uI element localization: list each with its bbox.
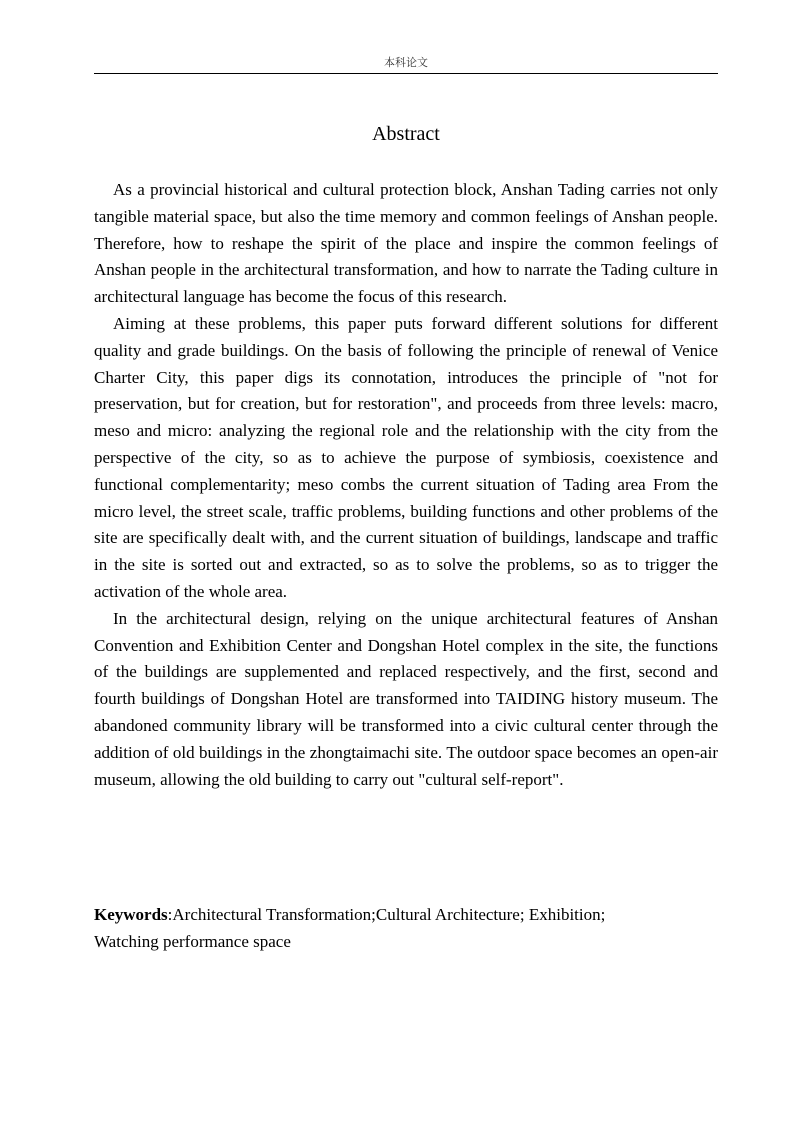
keywords-text-line-2: Watching performance space xyxy=(94,931,291,951)
abstract-body xyxy=(94,177,718,793)
header-rule xyxy=(94,73,718,74)
abstract-paragraph-2: Aiming at these problems, this paper puts forward different solutions for different quality and grade buildings. On the basis of following the principle of renewal of Venice Charter City, this paper digs its connotation, introduces the principle of "not for preservation, but for creation, but for restoration", and proceeds from three levels: macro, meso and micro: analyzing the regional role and the relationship with the city from the perspective of the city, so as to achieve the purpose of symbiosis, coexistence and functional complementarity; meso combs the current situation of Tading area From the micro level, the street scale, traffic problems, building functions and other problems of the site are specifically dealt with, and the current situation of buildings, landscape and traffic in the site is sorted out and extracted, so as to solve the problems, so as to trigger the activation of the whole area. xyxy=(94,313,718,601)
abstract-title: Abstract xyxy=(372,123,440,145)
keywords-text-line-1: :Architectural Transformation;Cultural Architecture; Exhibition; xyxy=(167,905,606,924)
keywords-line-1 xyxy=(94,902,718,929)
keywords-section xyxy=(94,902,718,956)
abstract-paragraph-3: In the architectural design, relying on the unique architectural features of Anshan Convention and Exhibition Center and Dongshan Hotel complex in the site, the functions of the buildings are supplemented and replaced respectively, and the first, second and fourth buildings of Dongshan Hotel are transformed into TAIDING history museum. The abandoned community library will be transformed into a civic cultural center through the addition of old buildings in the zhongtaimachi site. The outdoor space becomes an open-air museum, allowing the old building to carry out "cultural self-report". xyxy=(94,608,718,789)
page-header: 本科论文 xyxy=(384,56,428,69)
keywords-label: Keywords xyxy=(94,905,168,924)
abstract-paragraph-1: As a provincial historical and cultural protection block, Anshan Tading carries not only tangible material space, but also the time memory and common feelings of Anshan people. Therefore, how to reshape the spirit of the place and inspire the common feelings of Anshan people in the architectural transformation, and how to narrate the Tading culture in architectural language has become the focus of this research. xyxy=(94,180,718,307)
